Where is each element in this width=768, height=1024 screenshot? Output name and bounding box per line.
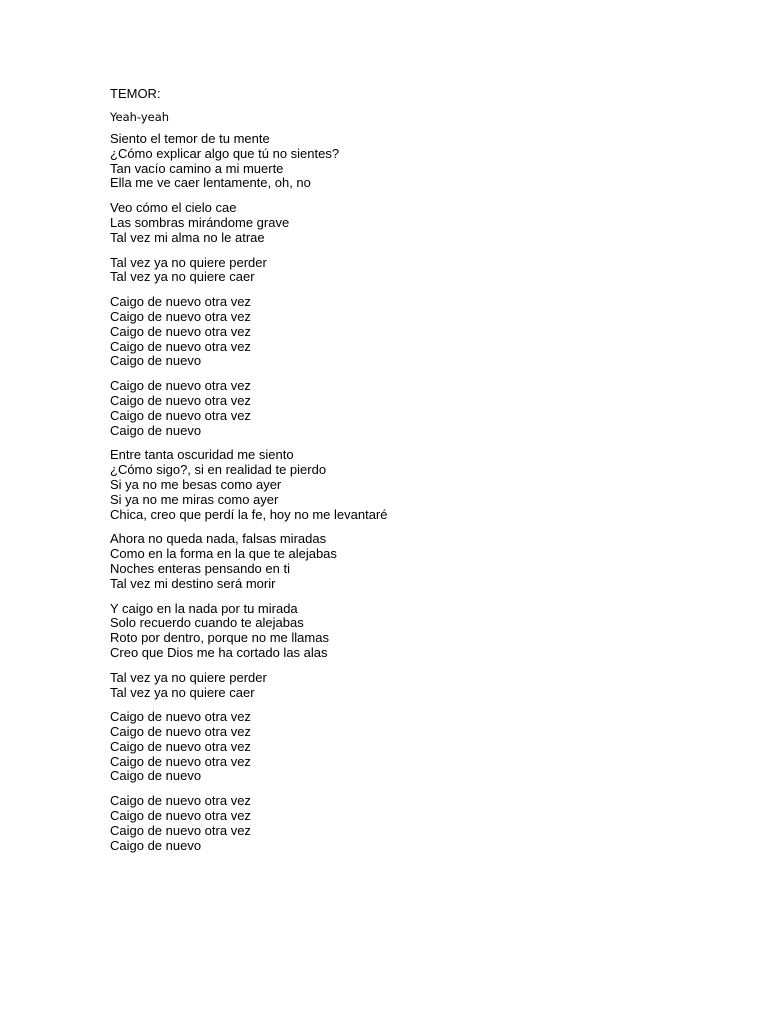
- lyric-line: Caigo de nuevo otra vez: [110, 808, 251, 824]
- lyric-line: Caigo de nuevo: [110, 353, 202, 369]
- lyric-line: Caigo de nuevo otra vez: [110, 378, 251, 394]
- lyric-line: Caigo de nuevo otra vez: [110, 338, 251, 354]
- lyric-line: Caigo de nuevo otra vez: [110, 822, 251, 838]
- stanza-list: [110, 132, 730, 853]
- stanza: [110, 256, 730, 286]
- lyric-line: Caigo de nuevo otra vez: [110, 407, 251, 423]
- lyric-line: Caigo de nuevo otra vez: [110, 323, 251, 339]
- lyric-line: Como en la forma en la que te alejabas: [110, 546, 337, 562]
- stanza: [110, 710, 730, 784]
- lyrics-body: [110, 86, 730, 863]
- stanza: [110, 448, 730, 522]
- lyric-line: Noches enteras pensando en ti: [110, 560, 290, 576]
- lyric-line: Si ya no me besas como ayer: [110, 476, 282, 492]
- lyric-line: Caigo de nuevo otra vez: [110, 709, 251, 725]
- stanza: [110, 794, 730, 853]
- lyric-line: Caigo de nuevo otra vez: [110, 294, 251, 310]
- stanza: [110, 532, 730, 591]
- lyric-line: Y caigo en la nada por tu mirada: [110, 600, 298, 616]
- lyric-line: Caigo de nuevo otra vez: [110, 308, 251, 324]
- lyric-line: Tan vacío camino a mi muerte: [110, 160, 284, 176]
- lyric-line: Caigo de nuevo: [110, 768, 202, 784]
- stanza: [110, 379, 730, 438]
- lyric-line: Entre tanta oscuridad me siento: [110, 447, 294, 463]
- stanza: [110, 201, 730, 245]
- lyric-line: Ella me ve caer lentamente, oh, no: [110, 175, 311, 191]
- lyric-line: Roto por dentro, porque no me llamas: [110, 630, 329, 646]
- lyric-line: Tal vez mi alma no le atrae: [110, 229, 265, 245]
- lyric-line: Tal vez ya no quiere perder: [110, 254, 267, 270]
- song-intro: Yeah-yeah: [110, 110, 170, 124]
- lyric-line: Ahora no queda nada, falsas miradas: [110, 531, 327, 547]
- lyric-line: ¿Cómo explicar algo que tú no sientes?: [110, 145, 340, 161]
- lyric-line: Siento el temor de tu mente: [110, 131, 270, 146]
- lyric-line: Caigo de nuevo otra vez: [110, 392, 251, 408]
- lyric-line: Caigo de nuevo otra vez: [110, 738, 251, 754]
- lyric-line: Tal vez ya no quiere caer: [110, 684, 255, 700]
- lyric-line: Solo recuerdo cuando te alejabas: [110, 615, 304, 631]
- lyric-line: Si ya no me miras como ayer: [110, 491, 279, 507]
- lyric-line: Las sombras mirándome grave: [110, 214, 290, 230]
- stanza: [110, 295, 730, 369]
- lyric-line: ¿Cómo sigo?, si en realidad te pierdo: [110, 462, 327, 478]
- lyric-line: Chica, creo que perdí la fe, hoy no me levantaré: [110, 506, 388, 522]
- lyric-line: Creo que Dios me ha cortado las alas: [110, 644, 328, 660]
- song-title: TEMOR:: [110, 86, 161, 101]
- lyric-line: Caigo de nuevo: [110, 837, 202, 853]
- lyric-line: Caigo de nuevo: [110, 422, 202, 438]
- stanza: [110, 602, 730, 661]
- lyric-line: Tal vez mi destino será morir: [110, 575, 276, 591]
- lyric-line: Veo cómo el cielo cae: [110, 200, 237, 216]
- lyric-line: Tal vez ya no quiere perder: [110, 669, 267, 685]
- lyric-line: Caigo de nuevo otra vez: [110, 793, 251, 809]
- lyric-line: Caigo de nuevo otra vez: [110, 724, 251, 740]
- lyric-line: Caigo de nuevo otra vez: [110, 753, 251, 769]
- stanza: [110, 132, 730, 191]
- stanza: [110, 671, 730, 701]
- lyric-line: Tal vez ya no quiere caer: [110, 269, 255, 285]
